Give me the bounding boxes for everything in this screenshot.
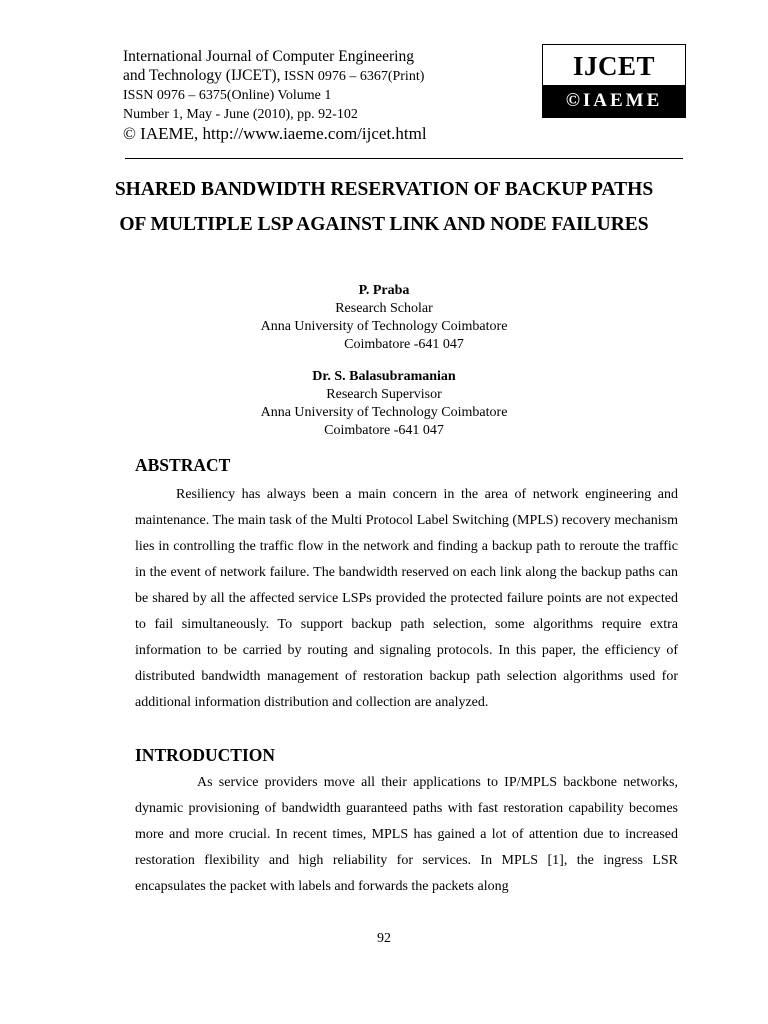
journal-citation — [123, 47, 543, 143]
header-divider — [125, 158, 683, 159]
page-number: 92 — [377, 931, 391, 946]
journal-line-2a: and Technology (IJCET), — [123, 67, 281, 84]
author-role: Research Scholar — [335, 301, 433, 316]
author-city: Coimbatore -641 047 — [324, 423, 444, 438]
author-name: P. Praba — [358, 283, 410, 298]
author-block-1 — [200, 282, 568, 354]
author-role: Research Supervisor — [326, 387, 442, 402]
paper-title: SHARED BANDWIDTH RESERVATION OF BACKUP PATHS OF MULTIPLE LSP AGAINST LINK AND NODE FAILURES — [114, 179, 654, 235]
abstract-heading: ABSTRACT — [135, 455, 231, 475]
author-affiliation: Anna University of Technology Coimbatore — [260, 319, 508, 334]
journal-logo — [542, 44, 686, 118]
journal-line-4: Number 1, May - June (2010), pp. 92-102 — [123, 107, 358, 122]
author-block-2 — [200, 368, 568, 440]
author-name: Dr. S. Balasubramanian — [312, 369, 456, 384]
journal-line-2b: ISSN 0976 – 6367(Print) — [280, 69, 425, 84]
introduction-text: As service providers move all their applications to IP/MPLS backbone networks, dynamic provisioning of bandwidth guaranteed paths with fast restoration capability becomes more and more crucial. In recent times, MPLS has gained a lot of attention due to increased restoration flexibility and high reliability for services. In MPLS [1], the ingress LSR encapsulates the packet with labels and forwards the packets along — [135, 775, 678, 894]
journal-line-2 — [123, 66, 543, 86]
abstract-text: Resiliency has always been a main concern in the area of network engineering and maintenance. The main task of the Multi Protocol Label Switching (MPLS) recovery mechanism lies in controlling the traffic flow in the network and finding a backup path to reroute the traffic in the event of network failure. The bandwidth reserved on each link along the backup paths can be shared by all the affected service LSPs provided the protected failure points are not expected to fail simultaneously. To support backup path selection, some algorithms require extra information to be carried by routing and signaling protocols. In this paper, the efficiency of distributed bandwidth management of restoration backup path selection algorithms used for additional information distribution and collection are analyzed. — [135, 487, 678, 710]
journal-line-1: International Journal of Computer Engineering — [123, 48, 414, 65]
introduction-heading: INTRODUCTION — [135, 745, 276, 765]
author-affiliation: Anna University of Technology Coimbatore — [260, 405, 508, 420]
logo-iaeme-text: ©IAEME — [543, 85, 685, 117]
journal-line-5: © IAEME, http://www.iaeme.com/ijcet.html — [123, 124, 427, 143]
author-city: Coimbatore -641 047 — [344, 337, 464, 352]
logo-ijcet-text: IJCET — [572, 51, 656, 81]
journal-line-3: ISSN 0976 – 6375(Online) Volume 1 — [123, 88, 332, 103]
